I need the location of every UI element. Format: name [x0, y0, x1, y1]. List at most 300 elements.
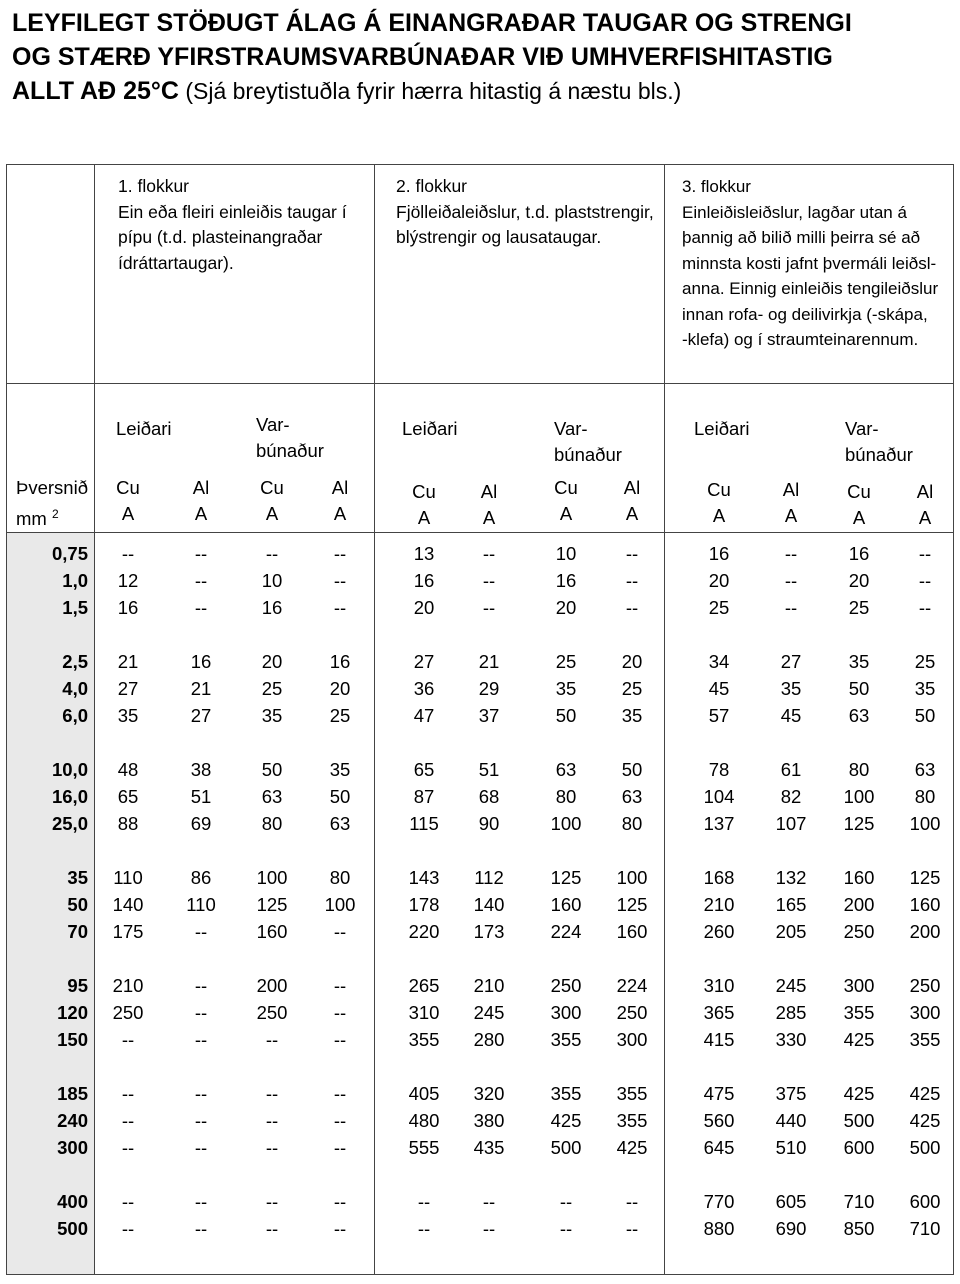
table-cell: --: [265, 1110, 279, 1131]
table-cell: 415: [703, 1029, 735, 1050]
table-cell: 25: [261, 678, 283, 699]
table-cell: 605: [775, 1191, 807, 1212]
table-cell: 21: [190, 678, 212, 699]
table-cell: --: [784, 597, 798, 618]
table-cell: --: [417, 1218, 431, 1239]
table-cell: 125: [909, 867, 941, 888]
ampere-unit: A: [918, 507, 932, 528]
table-cell: --: [333, 597, 347, 618]
table-cell: 260: [703, 921, 735, 942]
table-cell: 82: [780, 786, 802, 807]
cross-section-value: 95: [67, 975, 88, 996]
protection-header-line: búnaður: [845, 444, 913, 465]
table-cell: --: [482, 543, 496, 564]
table-cell: 16: [117, 597, 139, 618]
table-cell: 35: [329, 759, 351, 780]
table-cell: 475: [703, 1083, 735, 1104]
table-cell: --: [194, 1137, 208, 1158]
table-cell: 10: [555, 543, 577, 564]
table-cell: 200: [843, 894, 875, 915]
table-cell: 300: [909, 1002, 941, 1023]
al-header: Al: [480, 481, 498, 502]
cross-section-value: 10,0: [51, 759, 88, 780]
table-cell: --: [194, 1083, 208, 1104]
table-cell: 86: [190, 867, 212, 888]
table-cell: --: [333, 543, 347, 564]
table-cell: 68: [478, 786, 500, 807]
table-cell: 140: [112, 894, 144, 915]
table-cell: 125: [550, 867, 582, 888]
table-cell: 355: [408, 1029, 440, 1050]
table-cell: 35: [848, 651, 870, 672]
table-cell: 21: [117, 651, 139, 672]
category-3-line: þannig að bilið milli þeirra sé að: [682, 228, 921, 247]
table-cell: 35: [780, 678, 802, 699]
table-cell: --: [333, 1191, 347, 1212]
table-cell: 80: [914, 786, 936, 807]
table-cell: 500: [843, 1110, 875, 1131]
cross-section-value: 240: [57, 1110, 88, 1131]
title-line-3-note: (Sjá breytistuðla fyrir hærra hitastig á næstu bls.): [178, 78, 682, 104]
table-cell: 27: [780, 651, 802, 672]
category-1-description: [118, 174, 347, 276]
table-cell: 25: [555, 651, 577, 672]
table-cell: 320: [473, 1083, 505, 1104]
table-cell: 35: [117, 705, 139, 726]
table-cell: 100: [550, 813, 582, 834]
table-cell: 125: [843, 813, 875, 834]
al-header: Al: [916, 481, 934, 502]
table-cell: 51: [478, 759, 500, 780]
table-cell: 50: [329, 786, 351, 807]
table-cell: 25: [914, 651, 936, 672]
column-divider: [664, 164, 665, 1275]
table-cell: 100: [616, 867, 648, 888]
table-cell: 100: [324, 894, 356, 915]
ampere-unit: A: [333, 503, 347, 524]
table-cell: --: [625, 543, 639, 564]
protection-header-line: Var-: [554, 418, 588, 439]
unit-superscript: 2: [51, 507, 59, 521]
table-cell: 16: [261, 597, 283, 618]
table-cell: --: [121, 1137, 135, 1158]
table-cell: --: [333, 921, 347, 942]
table-cell: --: [121, 1191, 135, 1212]
table-cell: 63: [848, 705, 870, 726]
table-cell: 61: [780, 759, 802, 780]
table-cell: --: [194, 921, 208, 942]
table-cell: 50: [555, 705, 577, 726]
cross-section-value: 16,0: [51, 786, 88, 807]
ampere-unit: A: [482, 507, 496, 528]
table-cell: 87: [413, 786, 435, 807]
table-cell: 50: [848, 678, 870, 699]
protection-header-line: búnaður: [554, 444, 622, 465]
category-2-description: [396, 174, 654, 251]
table-cell: --: [121, 1218, 135, 1239]
table-cell: 100: [256, 867, 288, 888]
al-header: Al: [331, 477, 349, 498]
table-cell: 27: [413, 651, 435, 672]
table-cell: 16: [329, 651, 351, 672]
table-cell: 250: [112, 1002, 144, 1023]
table-cell: 21: [478, 651, 500, 672]
table-cell: --: [333, 1137, 347, 1158]
table-cell: 200: [909, 921, 941, 942]
table-cell: 425: [909, 1110, 941, 1131]
table-cell: --: [194, 1110, 208, 1131]
cross-section-value: 50: [67, 894, 88, 915]
table-cell: 224: [616, 975, 648, 996]
table-cell: --: [918, 597, 932, 618]
table-cell: 405: [408, 1083, 440, 1104]
table-cell: 16: [708, 543, 730, 564]
table-cell: 88: [117, 813, 139, 834]
table-cell: 250: [550, 975, 582, 996]
table-cell: --: [121, 1029, 135, 1050]
conductor-header: Leiðari: [116, 418, 172, 439]
table-cell: 770: [703, 1191, 735, 1212]
table-cell: 50: [914, 705, 936, 726]
table-cell: 165: [775, 894, 807, 915]
table-cell: 300: [843, 975, 875, 996]
table-cell: 178: [408, 894, 440, 915]
table-cell: 20: [261, 651, 283, 672]
unit-mm: mm: [16, 508, 47, 530]
table-cell: 115: [409, 813, 439, 834]
table-cell: 645: [703, 1137, 735, 1158]
table-cell: 425: [550, 1110, 582, 1131]
table-cell: --: [333, 975, 347, 996]
ampere-unit: A: [712, 505, 726, 526]
table-cell: 265: [408, 975, 440, 996]
table-cell: 300: [550, 1002, 582, 1023]
table-cell: --: [625, 570, 639, 591]
category-3-line: -klefa) og í straumteinarennum.: [682, 330, 919, 349]
table-cell: 57: [708, 705, 730, 726]
cu-header: Cu: [260, 477, 284, 498]
table-cell: 285: [775, 1002, 807, 1023]
category-1-line: 1. flokkur: [118, 176, 189, 196]
table-cell: 34: [708, 651, 730, 672]
table-cell: --: [918, 570, 932, 591]
category-3-line: minnsta kosti jafnt þvermáli leiðsl-: [682, 253, 937, 273]
table-cell: 224: [550, 921, 582, 942]
table-cell: 50: [621, 759, 643, 780]
table-cell: 160: [256, 921, 288, 942]
table-cell: 480: [408, 1110, 440, 1131]
table-cell: 355: [843, 1002, 875, 1023]
table-cell: 125: [256, 894, 288, 915]
table-cell: 90: [478, 813, 500, 834]
table-cell: 280: [473, 1029, 505, 1050]
column-divider: [374, 164, 375, 1275]
table-cell: --: [265, 543, 279, 564]
category-3-line: Einleiðisleiðslur, lagðar utan á: [682, 202, 907, 222]
table-cell: 250: [256, 1002, 288, 1023]
table-cell: 143: [408, 867, 440, 888]
table-cell: --: [333, 1002, 347, 1023]
table-cell: 65: [413, 759, 435, 780]
table-cell: 45: [780, 705, 802, 726]
table-cell: 132: [775, 867, 807, 888]
table-cell: 355: [616, 1110, 648, 1131]
ampere-unit: A: [784, 505, 798, 526]
cross-section-value: 1,0: [62, 570, 88, 591]
table-cell: 710: [843, 1191, 875, 1212]
cross-section-value: 70: [67, 921, 88, 942]
table-cell: 210: [112, 975, 144, 996]
table-cell: 210: [473, 975, 505, 996]
table-cell: --: [194, 1002, 208, 1023]
table-cell: 20: [708, 570, 730, 591]
table-cell: 245: [775, 975, 807, 996]
table-cell: --: [482, 597, 496, 618]
table-cell: 250: [843, 921, 875, 942]
table-cell: 435: [473, 1137, 505, 1158]
table-cell: --: [194, 543, 208, 564]
table-cell: 20: [413, 597, 435, 618]
table-cell: 160: [550, 894, 582, 915]
al-header: Al: [623, 477, 641, 498]
table-cell: --: [194, 1191, 208, 1212]
protection-header-line: Var-: [256, 414, 290, 435]
table-cell: 37: [478, 705, 500, 726]
table-cell: --: [559, 1218, 573, 1239]
table-cell: 330: [775, 1029, 807, 1050]
page-title: [12, 6, 952, 108]
title-line-2: OG STÆRÐ YFIRSTRAUMSVARBÚNAÐAR VIÐ UMHVERFISHITASTIG: [12, 43, 833, 71]
table-cell: 365: [703, 1002, 735, 1023]
conductor-header: Leiðari: [402, 418, 458, 439]
table-cell: 112: [474, 867, 504, 888]
table-cell: --: [333, 1083, 347, 1104]
table-cell: 80: [329, 867, 351, 888]
protection-header: [554, 416, 622, 468]
table-cell: 850: [843, 1218, 875, 1239]
table-cell: 27: [190, 705, 212, 726]
table-cell: 107: [775, 813, 807, 834]
category-2-line: blýstrengir og lausataugar.: [396, 227, 602, 247]
table-cell: 50: [261, 759, 283, 780]
table-cell: 510: [775, 1137, 807, 1158]
table-cell: 250: [909, 975, 941, 996]
cross-section-value: 25,0: [51, 813, 88, 834]
table-cell: --: [121, 1083, 135, 1104]
ampere-unit: A: [265, 503, 279, 524]
table-cell: 600: [843, 1137, 875, 1158]
ampere-unit: A: [625, 503, 639, 524]
table-cell: --: [194, 570, 208, 591]
table-cell: 710: [909, 1218, 941, 1239]
table-cell: 80: [848, 759, 870, 780]
table-cell: --: [265, 1083, 279, 1104]
table-cell: --: [482, 570, 496, 591]
table-cell: --: [625, 1218, 639, 1239]
table-cell: 104: [703, 786, 735, 807]
table-cell: 160: [843, 867, 875, 888]
table-cell: 355: [616, 1083, 648, 1104]
table-cell: 35: [621, 705, 643, 726]
table-cell: 25: [329, 705, 351, 726]
table-cell: 250: [616, 1002, 648, 1023]
table-cell: 20: [848, 570, 870, 591]
table-cell: 100: [843, 786, 875, 807]
table-cell: 310: [408, 1002, 440, 1023]
table-cell: 555: [408, 1137, 440, 1158]
table-cell: 78: [708, 759, 730, 780]
table-cell: 63: [261, 786, 283, 807]
table-cell: 13: [413, 543, 435, 564]
table-cell: 16: [555, 570, 577, 591]
table-cell: 425: [909, 1083, 941, 1104]
cross-section-value: 150: [57, 1029, 88, 1050]
cu-header: Cu: [707, 479, 731, 500]
table-cell: --: [194, 1218, 208, 1239]
cu-header: Cu: [847, 481, 871, 502]
al-header: Al: [192, 477, 210, 498]
table-cell: --: [194, 597, 208, 618]
table-cell: 110: [186, 894, 216, 915]
table-cell: 12: [117, 570, 139, 591]
table-cell: 69: [190, 813, 212, 834]
table-cell: 690: [775, 1218, 807, 1239]
table-cell: 220: [408, 921, 440, 942]
header-divider: [6, 383, 954, 384]
category-2-line: Fjölleiðaleiðslur, t.d. plaststrengir,: [396, 201, 654, 222]
cross-section-value: 1,5: [62, 597, 88, 618]
table-cell: 16: [848, 543, 870, 564]
table-cell: 45: [708, 678, 730, 699]
ampere-unit: A: [417, 507, 431, 528]
table-cell: 137: [703, 813, 735, 834]
table-cell: --: [784, 543, 798, 564]
table-cell: --: [121, 1110, 135, 1131]
table-cell: 20: [555, 597, 577, 618]
cross-section-value: 0,75: [51, 543, 88, 564]
table-cell: --: [121, 543, 135, 564]
table-cell: 16: [190, 651, 212, 672]
table-cell: --: [333, 570, 347, 591]
table-cell: 425: [616, 1137, 648, 1158]
table-cell: 160: [616, 921, 648, 942]
table-cell: 10: [261, 570, 283, 591]
table-cell: 38: [190, 759, 212, 780]
cross-section-value: 500: [57, 1218, 88, 1239]
cross-section-value: 6,0: [62, 705, 88, 726]
ampere-unit: A: [121, 503, 135, 524]
table-cell: 35: [914, 678, 936, 699]
table-cell: --: [625, 597, 639, 618]
header-divider: [6, 532, 954, 533]
table-cell: 36: [413, 678, 435, 699]
protection-header: [256, 412, 324, 464]
table-cell: 375: [775, 1083, 807, 1104]
table-cell: 425: [843, 1029, 875, 1050]
table-cell: 51: [190, 786, 212, 807]
table-cell: 160: [909, 894, 941, 915]
table-cell: --: [333, 1218, 347, 1239]
cross-section-value: 2,5: [62, 651, 88, 672]
cu-header: Cu: [554, 477, 578, 498]
table-cell: 25: [708, 597, 730, 618]
table-cell: --: [194, 975, 208, 996]
table-cell: --: [918, 543, 932, 564]
column-divider: [94, 164, 95, 1275]
table-cell: 500: [909, 1137, 941, 1158]
cross-section-value: 400: [57, 1191, 88, 1212]
table-cell: 63: [555, 759, 577, 780]
category-1-line: ídráttartaugar).: [118, 252, 234, 273]
table-cell: --: [482, 1191, 496, 1212]
cross-section-label: Þversnið: [16, 477, 88, 498]
al-header: Al: [782, 479, 800, 500]
cross-section-value: 35: [67, 867, 88, 888]
table-cell: 355: [909, 1029, 941, 1050]
table-cell: 425: [843, 1083, 875, 1104]
table-cell: 300: [616, 1029, 648, 1050]
protection-header: [845, 416, 913, 468]
table-cell: 65: [117, 786, 139, 807]
table-cell: 310: [703, 975, 735, 996]
table-cell: 63: [621, 786, 643, 807]
table-cell: 355: [550, 1083, 582, 1104]
table-cell: --: [784, 570, 798, 591]
protection-header-line: búnaður: [256, 440, 324, 461]
table-cell: 100: [909, 813, 941, 834]
category-3-line: anna. Einnig einleiðis tengileiðslur: [682, 279, 939, 298]
cu-header: Cu: [412, 481, 436, 502]
table-cell: 173: [473, 921, 505, 942]
cu-header: Cu: [116, 477, 140, 498]
table-cell: 125: [616, 894, 648, 915]
table-cell: 140: [473, 894, 505, 915]
table-cell: 880: [703, 1218, 735, 1239]
table-cell: 245: [473, 1002, 505, 1023]
protection-header-line: Var-: [845, 418, 879, 439]
table-cell: --: [194, 1029, 208, 1050]
table-cell: 16: [413, 570, 435, 591]
table-cell: --: [265, 1137, 279, 1158]
title-line-3: [12, 74, 952, 108]
table-cell: 440: [775, 1110, 807, 1131]
cross-section-value: 120: [57, 1002, 88, 1023]
table-cell: 205: [775, 921, 807, 942]
table-cell: 80: [621, 813, 643, 834]
cross-section-header: [16, 475, 88, 532]
table-cell: 48: [117, 759, 139, 780]
table-cell: 29: [478, 678, 500, 699]
conductor-header: Leiðari: [694, 418, 750, 439]
category-3-description: [682, 174, 938, 353]
table-cell: 80: [555, 786, 577, 807]
table-cell: 600: [909, 1191, 941, 1212]
category-1-line: Ein eða fleiri einleiðis taugar í: [118, 201, 347, 222]
table-cell: --: [559, 1191, 573, 1212]
table-cell: 27: [117, 678, 139, 699]
table-cell: --: [625, 1191, 639, 1212]
cross-section-value: 300: [57, 1137, 88, 1158]
table-cell: 35: [555, 678, 577, 699]
table-cell: --: [265, 1029, 279, 1050]
category-3-line: 3. flokkur: [682, 177, 751, 196]
ampere-unit: A: [559, 503, 573, 524]
table-cell: --: [333, 1110, 347, 1131]
table-cell: --: [265, 1218, 279, 1239]
table-cell: 47: [413, 705, 435, 726]
table-cell: 175: [112, 921, 144, 942]
table-cell: 380: [473, 1110, 505, 1131]
